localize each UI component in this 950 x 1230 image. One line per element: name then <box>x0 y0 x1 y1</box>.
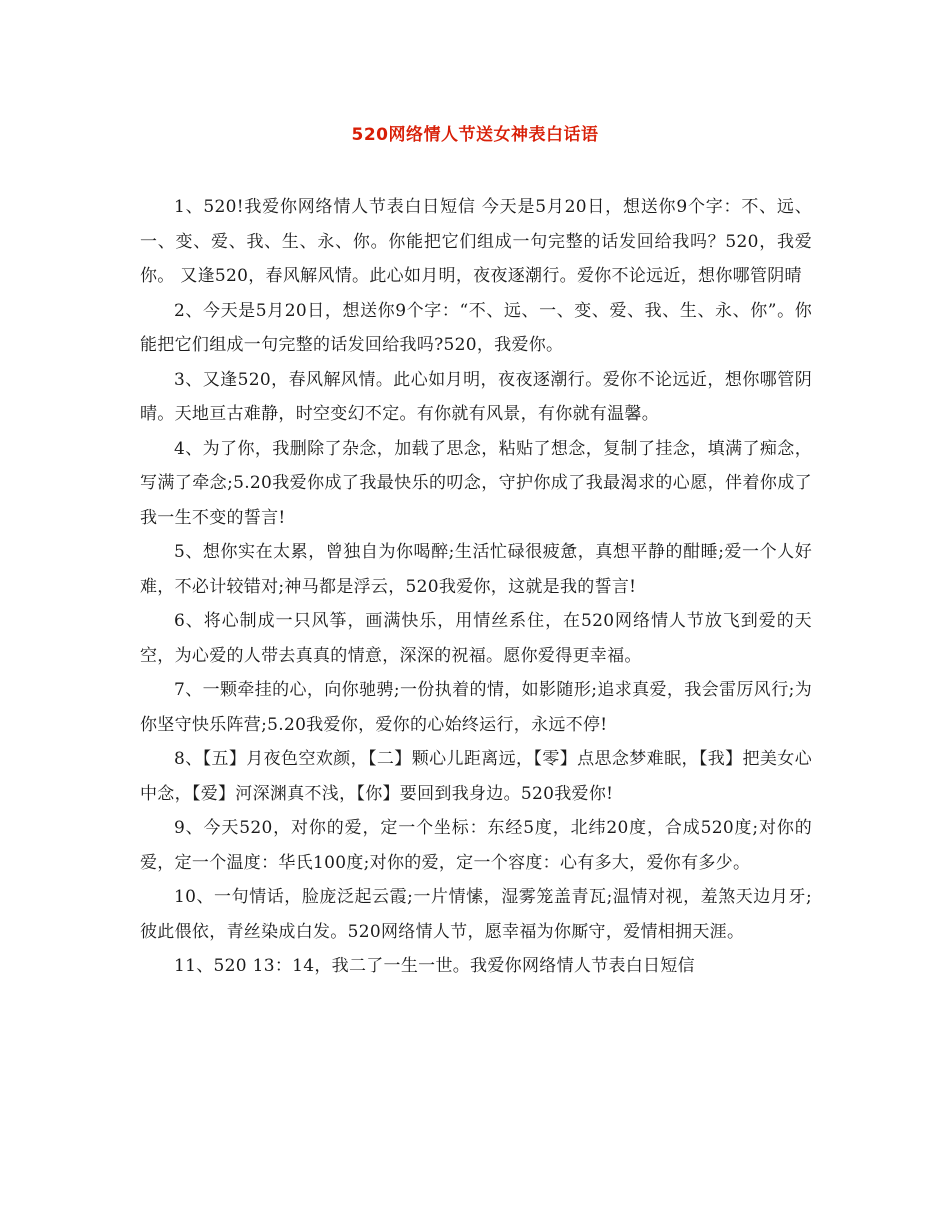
page-title: 520网络情人节送女神表白话语 <box>351 125 599 145</box>
paragraph-10: 10、一句情话，脸庞泛起云霞;一片情愫，湿雾笼盖青瓦;温情对视，羞煞天边月牙;彼此偎依，青丝染成白发。520网络情人节，愿幸福为你厮守，爱情相拥天涯。 <box>140 887 812 942</box>
document-body <box>140 190 812 984</box>
paragraph-3: 3、又逢520，春风解风情。此心如月明，夜夜逐潮行。爱你不论远近，想你哪管阴晴。天地亘古难静，时空变幻不定。有你就有风景，有你就有温馨。 <box>140 369 812 424</box>
paragraph-8: 8、【五】月夜色空欢颜，【二】颗心儿距离远，【零】点思念梦难眠，【我】把美女心中念，【爱】河深渊真不浅，【你】要回到我身边。520我爱你! <box>140 749 812 804</box>
paragraph-5: 5、想你实在太累，曾独自为你喝醉;生活忙碌很疲惫，真想平静的酣睡;爱一个人好难，不必计较错对;神马都是浮云，520我爱你，这就是我的誓言! <box>140 542 812 597</box>
paragraph-9: 9、今天520，对你的爱，定一个坐标：东经5度，北纬20度，合成520度;对你的爱，定一个温度：华氏100度;对你的爱，定一个容度：心有多大，爱你有多少。 <box>140 818 812 873</box>
paragraph-2: 2、今天是5月20日，想送你9个字：“不、远、一、变、爱、我、生、永、你”。你能把它们组成一句完整的话发回给我吗?520，我爱你。 <box>140 300 812 355</box>
paragraph-11: 11、520 13：14，我二了一生一世。我爱你网络情人节表白日短信 <box>174 956 695 976</box>
paragraph-4: 4、为了你，我删除了杂念，加载了思念，粘贴了想念，复制了挂念，填满了痴念，写满了牵念;5.20我爱你成了我最快乐的叨念，守护你成了我最渴求的心愿，伴着你成了我一生不变的誓言! <box>140 438 812 528</box>
paragraph-1: 1、520!我爱你网络情人节表白日短信 今天是5月20日，想送你9个字：不、远、一、变、爱、我、生、永、你。你能把它们组成一句完整的话发回给我吗？520，我爱你。 又逢520，春风解风情。此心如月明，夜夜逐潮行。爱你不论远近，想你哪管阴晴 <box>140 197 812 286</box>
paragraph-6: 6、将心制成一只风筝，画满快乐，用情丝系住，在520网络情人节放飞到爱的天空，为心爱的人带去真真的情意，深深的祝福。愿你爱得更幸福。 <box>140 611 812 666</box>
paragraph-7: 7、一颗牵挂的心，向你驰骋;一份执着的情，如影随形;追求真爱，我会雷厉风行;为你坚守快乐阵营;5.20我爱你，爱你的心始终运行，永远不停! <box>140 680 812 735</box>
